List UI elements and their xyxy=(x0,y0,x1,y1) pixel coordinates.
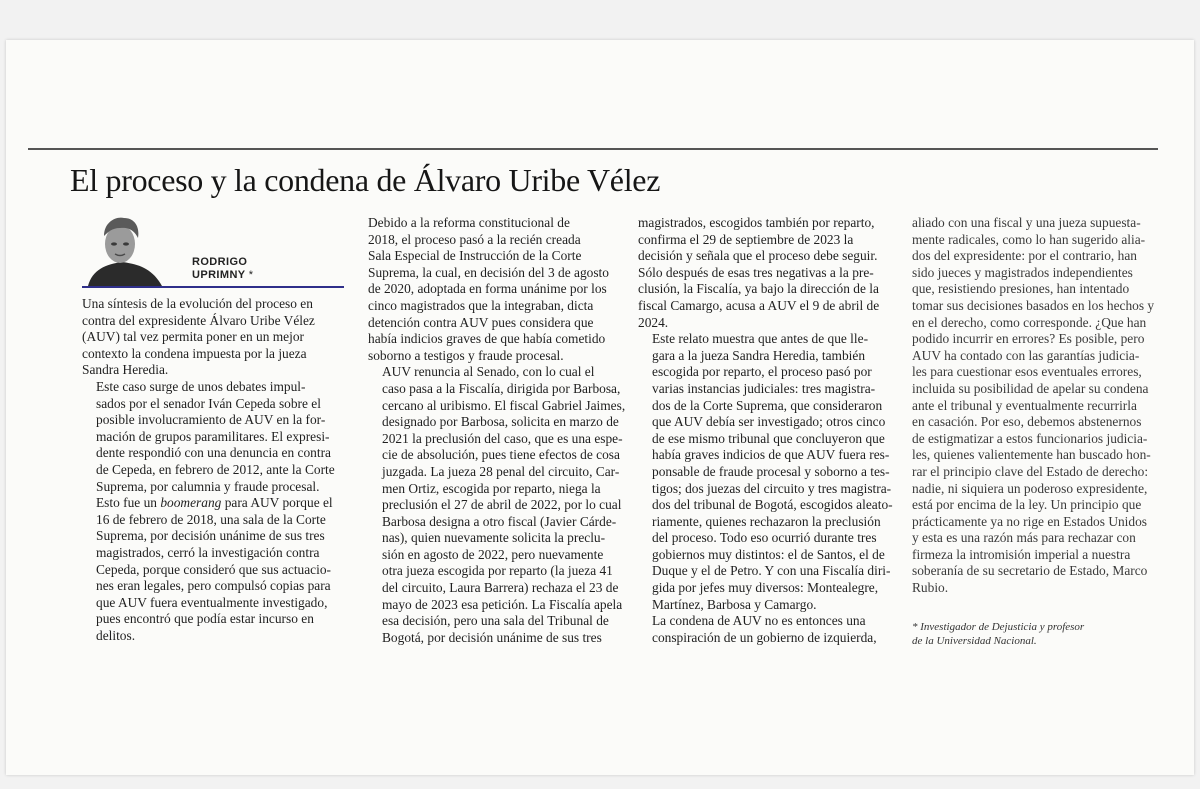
text-line: escogida por reparto, el proceso pasó por xyxy=(652,364,872,380)
text-line: rar el principio clave del Estado de derecho: xyxy=(912,463,1149,479)
text-line: Este relato muestra que antes de que lle- xyxy=(652,331,869,347)
text-line: Esto fue un boomerang para AUV porque el xyxy=(96,495,333,511)
text-line: Duque y el de Petro. Y con una Fiscalía diri- xyxy=(652,563,891,579)
text-line: contexto la condena impuesta por la jueza xyxy=(82,345,307,361)
text-line: que, resistiendo presiones, han intentado xyxy=(912,281,1130,297)
text-line: magistrados, cerró la investigación contra xyxy=(96,544,320,560)
text-line: firmeza la intromisión imperial a nuestra xyxy=(912,546,1131,562)
text-line: mayo de 2023 esa petición. La Fiscalía apela xyxy=(382,596,623,612)
text-line: gobiernos muy distintos: el de Santos, el de xyxy=(652,546,885,562)
text-line: tigos; dos juezas del circuito y tres magistra- xyxy=(652,480,892,496)
text-line: podido incurrir en errores? Es posible, pero xyxy=(912,331,1145,347)
paragraph xyxy=(82,296,350,379)
text-line: gara a la jueza Sandra Heredia, también xyxy=(652,347,866,363)
top-rule xyxy=(28,148,1158,150)
author-rule xyxy=(82,286,344,288)
author-byline xyxy=(192,256,253,282)
text-line: mación de grupos paramilitares. El expresi- xyxy=(96,428,330,444)
text-line: confirma el 29 de septiembre de 2023 la xyxy=(638,231,854,247)
text-line: AUV renuncia al Senado, con lo cual el xyxy=(382,364,595,380)
text-line: de 2020, adoptada en forma unánime por los xyxy=(368,281,607,297)
text-line: del circuito, Laura Barrera) rechaza el 23 de xyxy=(382,580,619,596)
paragraph xyxy=(368,215,630,364)
text-line: Cepeda, porque consideró que sus actuacio- xyxy=(96,561,331,577)
text-line: sión en agosto de 2022, pero nuevamente xyxy=(382,546,604,562)
column-4 xyxy=(912,215,1162,597)
text-line: Suprema, por calumnia y fraude procesal. xyxy=(96,478,320,494)
text-line: posible involucramiento de AUV en la for- xyxy=(96,412,326,428)
author-block xyxy=(82,212,344,286)
text-line: Sólo después de esas tres negativas a la pre- xyxy=(638,264,874,280)
column-3 xyxy=(638,215,900,646)
text-line: Este caso surge de unos debates impul- xyxy=(96,378,306,394)
text-line: 2021 la preclusión del caso, que es una espe- xyxy=(382,430,623,446)
text-line: cercano al uribismo. El fiscal Gabriel Jaimes, xyxy=(382,397,626,413)
text-line: La condena de AUV no es entonces una xyxy=(652,613,866,629)
text-line: sido jueces y magistrados independientes xyxy=(912,264,1133,280)
author-footnote-mark: * xyxy=(248,269,254,281)
paragraph xyxy=(82,379,350,645)
text-line: designado por Barbosa, solicita en marzo de xyxy=(382,414,619,430)
text-line: riamente, quienes rechazaron la preclusión xyxy=(652,513,881,529)
text-line: Sala Especial de Instrucción de la Corte xyxy=(368,248,582,264)
text-line: gida por jefes muy diversos: Montealegre, xyxy=(652,580,879,596)
text-line: había graves indicios de que AUV fuera res- xyxy=(652,447,890,463)
text-line: les, quienes valientemente han buscado hon- xyxy=(912,447,1151,463)
author-first-name: RODRIGO xyxy=(192,256,248,268)
text-line: (AUV) tal vez permita poner en un mejor xyxy=(82,329,304,345)
text-line: dente respondió con una denuncia en contra xyxy=(96,445,331,461)
text-line: delitos. xyxy=(96,627,136,643)
author-footnote xyxy=(912,620,1162,648)
text-line: ponsable de fraude procesal y soborno a tes- xyxy=(652,463,890,479)
text-line: Barbosa designa a otro fiscal (Javier Cárde- xyxy=(382,513,617,529)
column-2 xyxy=(368,215,630,646)
text-line: sados por el senador Iván Cepeda sobre el xyxy=(96,395,321,411)
footnote-line: de la Universidad Nacional. xyxy=(912,635,1037,647)
author-last-name: UPRIMNY xyxy=(192,269,246,281)
text-line: dos del tribunal de Bogotá, escogidos aleato- xyxy=(652,497,893,513)
text-line: aliado con una fiscal y una jueza supuesta- xyxy=(912,215,1141,230)
text-line: conspiración de un gobierno de izquierda, xyxy=(652,629,877,645)
text-line: tomar sus decisiones basados en los hechos y xyxy=(912,297,1155,313)
text-line: clusión, la Fiscalía, ya bajo la dirección de la xyxy=(638,281,879,297)
text-line: caso pasa a la Fiscalía, dirigida por Barbosa, xyxy=(382,380,621,396)
text-line: soborno a testigos y fraude procesal. xyxy=(368,347,564,363)
text-line: dos del expresidente: por el contrario, han xyxy=(912,248,1137,264)
column-1 xyxy=(82,296,350,644)
text-line: Martínez, Barbosa y Camargo. xyxy=(652,596,817,612)
headline: El proceso y la condena de Álvaro Uribe Vélez xyxy=(70,162,661,198)
text-line: de estigmatizar a estos funcionarios judicia- xyxy=(912,430,1148,446)
text-line: men Ortiz, escogida por reparto, niega la xyxy=(382,480,601,496)
author-portrait xyxy=(82,212,168,286)
paragraph xyxy=(368,364,630,646)
text-line: decisión y señala que el proceso debe seguir. xyxy=(638,248,878,264)
text-line: en el derecho, como corresponde. ¿Que han xyxy=(912,314,1147,330)
text-line: había indicios graves de que había cometido xyxy=(368,331,606,347)
text-line: del proceso. Todo eso ocurrió durante tres xyxy=(652,530,877,546)
text-line: cie de absolución, pues tiene efectos de cosa xyxy=(382,447,620,463)
text-line: dos de la Corte Suprema, que consideraron xyxy=(652,397,883,413)
text-line: Una síntesis de la evolución del proceso en xyxy=(82,296,313,311)
text-line: contra del expresidente Álvaro Uribe Vélez xyxy=(82,312,315,328)
text-line: cinco magistrados que la integraban, dicta xyxy=(368,297,594,313)
text-line: nadie, ni siquiera un poderoso expresidente, xyxy=(912,480,1148,496)
paragraph xyxy=(638,613,900,646)
text-line: ante el tribunal y eventualmente recurrirla xyxy=(912,397,1137,413)
text-line: varias instancias judiciales: tres magistra- xyxy=(652,380,876,396)
text-line: nas), quien nuevamente solicita la preclu- xyxy=(382,530,606,546)
text-line: Suprema, la cual, en decisión del 3 de agosto xyxy=(368,264,609,280)
text-line: que AUV fuera eventualmente investigado, xyxy=(96,594,328,610)
text-line: AUV ha contado con las garantías judicia- xyxy=(912,347,1140,363)
text-line: de ese mismo tribunal que concluyeron que xyxy=(652,430,885,446)
text-line: está por encima de la ley. Un principio que xyxy=(912,497,1142,513)
text-line: incluida su posibilidad de apelar su condena xyxy=(912,380,1149,396)
text-line: de Cepeda, en febrero de 2012, ante la Corte xyxy=(96,461,335,477)
text-line: que AUV debía ser investigado; otros cinco xyxy=(652,414,886,430)
text-line: Debido a la reforma constitucional de xyxy=(368,215,570,230)
author-photo-illustration xyxy=(82,212,168,286)
text-line: Bogotá, por decisión unánime de sus tres xyxy=(382,629,602,645)
text-line: pues encontró que podía estar incurso en xyxy=(96,611,314,627)
text-line: mente radicales, como lo han sugerido alia- xyxy=(912,231,1146,247)
text-line: Sandra Heredia. xyxy=(82,362,169,378)
text-line: en casación. Por eso, debemos abstenernos xyxy=(912,414,1142,430)
text-line: y esta es una razón más para rechazar con xyxy=(912,530,1136,546)
text-line: soberanía de su secretario de Estado, Marco xyxy=(912,563,1148,579)
text-line: prácticamente ya no rige en Estados Unidos xyxy=(912,513,1148,529)
text-line: 2018, el proceso pasó a la recién creada xyxy=(368,231,581,247)
text-line: esa decisión, pero una sala del Tribunal de xyxy=(382,613,609,629)
paragraph xyxy=(638,331,900,613)
text-line: les para cuestionar esos eventuales errores, xyxy=(912,364,1142,380)
paragraph xyxy=(912,215,1162,597)
text-line: preclusión el 27 de abril de 2022, por lo cual xyxy=(382,497,622,513)
footnote-line: * Investigador de Dejusticia y profesor xyxy=(912,621,1085,633)
text-line: Rubio. xyxy=(912,580,949,596)
text-line: Suprema, por decisión unánime de sus tres xyxy=(96,528,325,544)
text-line: juzgada. La jueza 28 penal del circuito, Car- xyxy=(382,463,620,479)
text-line: fiscal Camargo, acusa a AUV el 9 de abril de xyxy=(638,297,880,313)
text-line: magistrados, escogidos también por reparto, xyxy=(638,215,875,230)
text-line: 16 de febrero de 2018, una sala de la Corte xyxy=(96,511,326,527)
paragraph xyxy=(638,215,900,331)
text-line: nes eran legales, pero compulsó copias para xyxy=(96,578,331,594)
text-line: otra jueza escogida por reparto (la jueza 41 xyxy=(382,563,613,579)
text-line: 2024. xyxy=(638,314,669,330)
text-line: detención contra AUV pues considera que xyxy=(368,314,594,330)
